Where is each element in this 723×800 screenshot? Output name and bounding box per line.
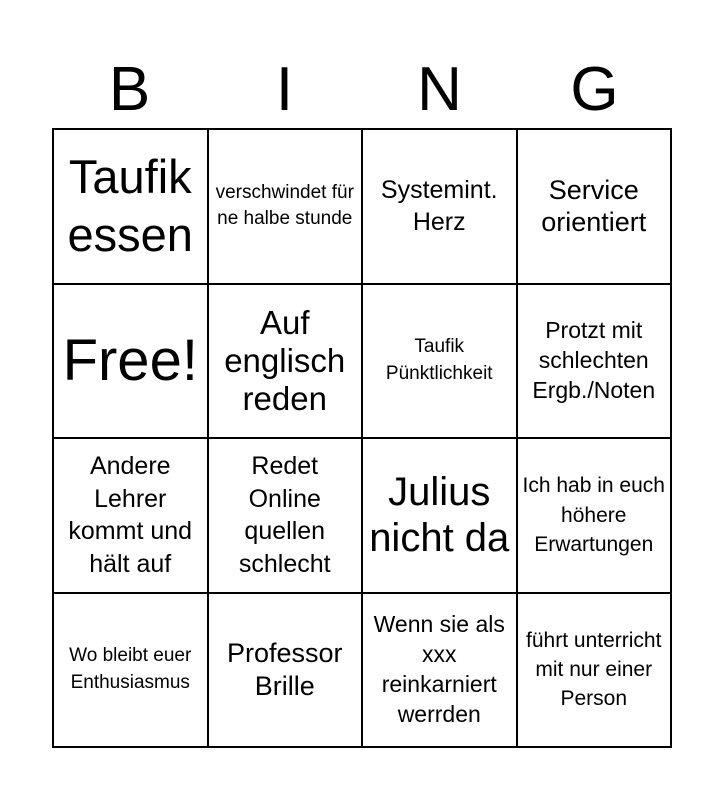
bingo-cell[interactable]	[517, 593, 672, 748]
bingo-cell[interactable]	[362, 593, 517, 748]
bingo-cell[interactable]	[362, 129, 517, 284]
bingo-cell[interactable]	[362, 438, 517, 593]
bingo-cell[interactable]	[208, 284, 363, 439]
cell-text: Taufik Pünktlichkeit	[385, 336, 493, 384]
header-letter-n: N	[417, 55, 462, 124]
bingo-cell[interactable]	[517, 284, 672, 439]
bingo-cell[interactable]	[517, 438, 672, 593]
bingo-board	[52, 128, 672, 748]
cell-text: verschwindet für ne halbe stunde	[215, 181, 354, 230]
cell-text: Taufik essen	[67, 149, 193, 262]
bingo-cell[interactable]	[53, 593, 208, 748]
cell-text: Professor Brille	[226, 638, 343, 701]
cell-text: Wenn sie als xxx reinkarniert werrden	[373, 610, 505, 727]
bingo-header	[52, 52, 672, 128]
header-letter-i: I	[275, 55, 294, 124]
cell-text: Julius nicht da	[369, 470, 510, 561]
cell-text: Wo bleibt euer Enthusiasmus	[69, 645, 192, 693]
header-letter-b: B	[108, 55, 151, 124]
bingo-cell-free[interactable]	[53, 284, 208, 439]
bingo-cell[interactable]	[208, 438, 363, 593]
cell-text: Andere Lehrer kommt und hält auf	[68, 452, 193, 578]
cell-text: Systemint. Herz	[380, 175, 498, 237]
header-letter-g: G	[570, 55, 619, 124]
cell-text: führt unterricht mit nur einer Person	[526, 628, 662, 711]
bingo-cell[interactable]	[53, 438, 208, 593]
bingo-cell[interactable]	[517, 129, 672, 284]
cell-text: Service orientiert	[541, 174, 647, 238]
cell-text: Redet Online quellen schlecht	[238, 452, 331, 578]
bingo-cell[interactable]	[53, 129, 208, 284]
cell-text: Protzt mit schlechten Ergb./Noten	[532, 316, 656, 403]
cell-text: Ich hab in euch höhere Erwartungen	[522, 474, 665, 556]
bingo-cell[interactable]	[208, 129, 363, 284]
cell-text: Free!	[62, 327, 198, 393]
bingo-cell[interactable]	[208, 593, 363, 748]
cell-text: Auf englisch reden	[224, 303, 346, 417]
bingo-cell[interactable]	[362, 284, 517, 439]
